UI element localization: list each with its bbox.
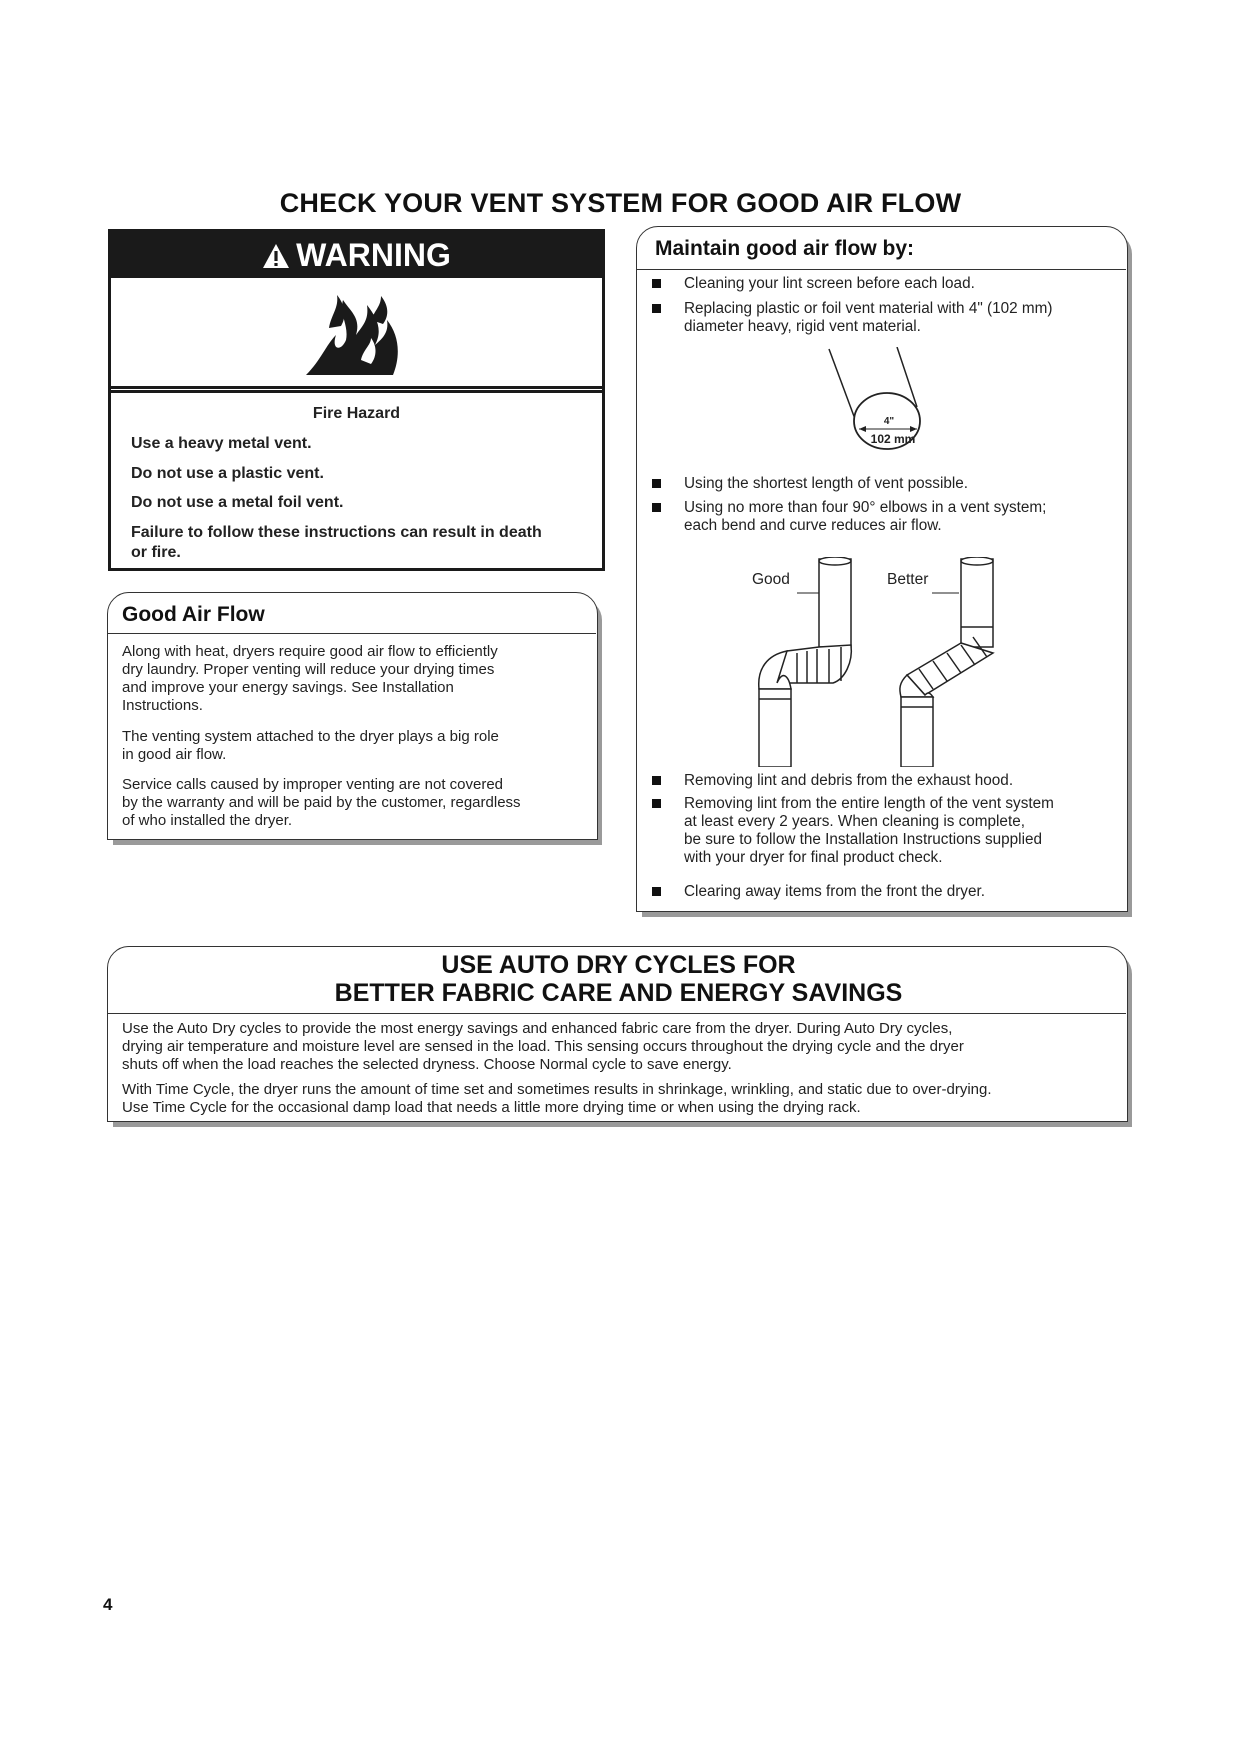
elbow-diagram [737,557,1037,767]
warning-header-label: WARNING [296,237,451,273]
warning-line: Use a heavy metal vent. [131,435,312,452]
hazard-title: Fire Hazard [312,405,401,422]
bullet-square-icon [652,279,661,288]
good-air-flow-paragraph: Service calls caused by improper venting are not covered by the warranty and will be paid by the customer, regardless of who installed the dryer. [122,776,521,829]
good-air-flow-panel [107,592,598,840]
auto-dry-panel [107,946,1128,1122]
maintain-bullet: Removing lint from the entire length of the vent system at least every 2 years. When cleaning is complete, be sure to follow the Installation Instructions supplied with your dryer for final product check. [652,795,1112,867]
good-air-flow-paragraph: Along with heat, dryers require good air flow to efficiently dry laundry. Proper venting will reduce your drying times and improve your energy savings. See Installation Instructions. [122,643,498,714]
maintain-title: Maintain good air flow by: [655,237,914,260]
warning-box [108,229,605,571]
maintain-bullet: Replacing plastic or foil vent material with 4" (102 mm) diameter heavy, rigid vent material. [652,300,1112,336]
divider [637,269,1126,270]
warning-line: Failure to follow these instructions can result in death [131,524,542,541]
page-number: 4 [103,1595,113,1614]
warning-line: Do not use a plastic vent. [131,465,324,482]
warning-pictogram [111,278,602,393]
maintain-air-flow-panel [636,226,1128,912]
bullet-square-icon [652,503,661,512]
maintain-bullet: Cleaning your lint screen before each load. [652,275,1112,293]
auto-dry-title: USE AUTO DRY CYCLES FOR BETTER FABRIC CARE AND ENERGY SAVINGS [334,951,903,1007]
divider [108,1013,1126,1014]
maintain-bullet: Using the shortest length of vent possible. [652,475,1112,493]
bullet-square-icon [652,887,661,896]
maintain-bullet: Using no more than four 90° elbows in a vent system; each bend and curve reduces air flow. [652,499,1112,535]
elbow-label-good: Good [752,571,790,588]
bullet-square-icon [652,799,661,808]
good-air-flow-paragraph: The venting system attached to the dryer plays a big role in good air flow. [122,728,499,763]
maintain-bullet: Clearing away items from the front the dryer. [652,883,1112,901]
auto-dry-paragraph: Use the Auto Dry cycles to provide the most energy savings and enhanced fabric care from the dryer. During Auto Dry cycles, drying air temperature and moisture level are sensed in the load. This sensing occurs throughout the drying cycle and the dryer shuts off when the load reaches the selected dryness. Choose Normal cycle to save energy. [122,1020,964,1073]
good-air-flow-title: Good Air Flow [122,603,265,626]
bullet-square-icon [652,479,661,488]
warning-header [111,232,602,278]
warning-line: Do not use a metal foil vent. [131,494,344,511]
diameter-label-mm: 102 mm [870,432,916,446]
page-title: CHECK YOUR VENT SYSTEM FOR GOOD AIR FLOW [279,188,962,218]
fire-icon [301,290,411,380]
bullet-square-icon [652,304,661,313]
warning-triangle-icon [262,235,290,281]
diameter-label-inches: 4" [883,416,895,427]
maintain-bullet: Removing lint and debris from the exhaust hood. [652,772,1112,790]
auto-dry-paragraph: With Time Cycle, the dryer runs the amount of time set and sometimes results in shrinkage, wrinkling, and static due to over-drying. Use Time Cycle for the occasional damp load that needs a little more drying time or when using the drying rack. [122,1081,992,1116]
elbow-label-better: Better [887,571,929,588]
vent-diameter-diagram [817,347,957,457]
divider [108,633,596,634]
warning-line: or fire. [131,544,181,561]
bullet-square-icon [652,776,661,785]
